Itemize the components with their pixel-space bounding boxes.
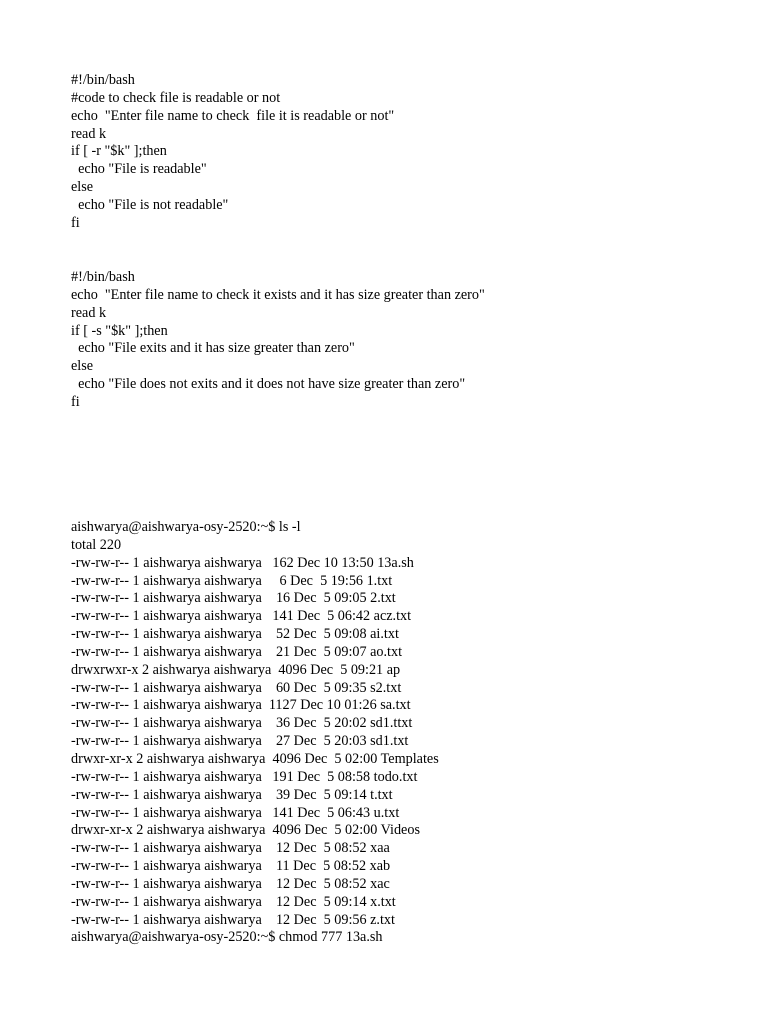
file-listing-row: -rw-rw-r-- 1 aishwarya aishwarya 162 Dec 10 13:50 13a.sh: [71, 554, 414, 571]
script-line: echo "Enter file name to check file it is readable or not": [71, 107, 395, 124]
file-listing-row: -rw-rw-r-- 1 aishwarya aishwarya 39 Dec 5 09:14 t.txt: [71, 786, 393, 803]
file-listing-row: -rw-rw-r-- 1 aishwarya aishwarya 12 Dec 5 09:14 x.txt: [71, 893, 396, 910]
file-listing-row: -rw-rw-r-- 1 aishwarya aishwarya 60 Dec 5 09:35 s2.txt: [71, 679, 402, 696]
script-line: if [ -s "$k" ];then: [71, 322, 168, 339]
terminal-prompt-line: aishwarya@aishwarya-osy-2520:~$ chmod 777 13a.sh: [71, 929, 383, 946]
size-check-script: [71, 269, 485, 412]
file-listing-row: -rw-rw-r-- 1 aishwarya aishwarya 141 Dec 5 06:43 u.txt: [71, 804, 400, 821]
script-line: #code to check file is readable or not: [71, 89, 281, 106]
terminal-prompt-line: aishwarya@aishwarya-osy-2520:~$ ls -l: [71, 519, 301, 535]
script-line: fi: [71, 214, 80, 231]
file-listing-row: -rw-rw-r-- 1 aishwarya aishwarya 1127 Dec 10 01:26 sa.txt: [71, 697, 411, 714]
script-line: echo "File does not exits and it does not have size greater than zero": [71, 376, 466, 393]
terminal-line: total 220: [71, 536, 122, 553]
script-line: echo "File is not readable": [71, 196, 229, 213]
file-listing-row: drwxr-xr-x 2 aishwarya aishwarya 4096 Dec 5 02:00 Videos: [71, 822, 420, 839]
file-listing-row: -rw-rw-r-- 1 aishwarya aishwarya 11 Dec 5 08:52 xab: [71, 858, 391, 875]
file-listing-row: -rw-rw-r-- 1 aishwarya aishwarya 16 Dec 5 09:05 2.txt: [71, 590, 396, 607]
file-listing-row: drwxrwxr-x 2 aishwarya aishwarya 4096 Dec 5 09:21 ap: [71, 661, 401, 678]
file-listing-row: -rw-rw-r-- 1 aishwarya aishwarya 141 Dec 5 06:42 acz.txt: [71, 608, 412, 625]
script-line: read k: [71, 304, 107, 321]
file-listing-row: -rw-rw-r-- 1 aishwarya aishwarya 21 Dec 5 09:07 ao.txt: [71, 643, 403, 660]
file-listing-row: -rw-rw-r-- 1 aishwarya aishwarya 27 Dec 5 20:03 sd1.txt: [71, 733, 409, 750]
file-listing-row: -rw-rw-r-- 1 aishwarya aishwarya 12 Dec 5 09:56 z.txt: [71, 911, 395, 928]
file-listing-row: -rw-rw-r-- 1 aishwarya aishwarya 6 Dec 5 19:56 1.txt: [71, 572, 393, 589]
file-listing-row: -rw-rw-r-- 1 aishwarya aishwarya 52 Dec 5 09:08 ai.txt: [71, 626, 399, 643]
script-line: echo "File exits and it has size greater than zero": [71, 340, 355, 357]
file-listing-row: -rw-rw-r-- 1 aishwarya aishwarya 36 Dec 5 20:02 sd1.ttxt: [71, 715, 413, 732]
script-line: #!/bin/bash: [71, 269, 135, 285]
terminal-output: [71, 519, 439, 947]
script-line: echo "Enter file name to check it exists and it has size greater than zero": [71, 286, 485, 303]
script-line: read k: [71, 125, 107, 142]
file-listing-row: -rw-rw-r-- 1 aishwarya aishwarya 12 Dec 5 08:52 xaa: [71, 840, 390, 857]
script-line: if [ -r "$k" ];then: [71, 143, 167, 160]
script-line: else: [71, 179, 94, 196]
script-line: else: [71, 358, 94, 375]
file-listing-row: -rw-rw-r-- 1 aishwarya aishwarya 191 Dec 5 08:58 todo.txt: [71, 768, 418, 785]
file-listing-row: drwxr-xr-x 2 aishwarya aishwarya 4096 Dec 5 02:00 Templates: [71, 750, 439, 767]
readable-check-script: [71, 72, 394, 233]
script-line: fi: [71, 393, 80, 410]
script-line: #!/bin/bash: [71, 72, 135, 88]
script-line: echo "File is readable": [71, 161, 207, 178]
file-listing-row: -rw-rw-r-- 1 aishwarya aishwarya 12 Dec 5 08:52 xac: [71, 875, 390, 892]
